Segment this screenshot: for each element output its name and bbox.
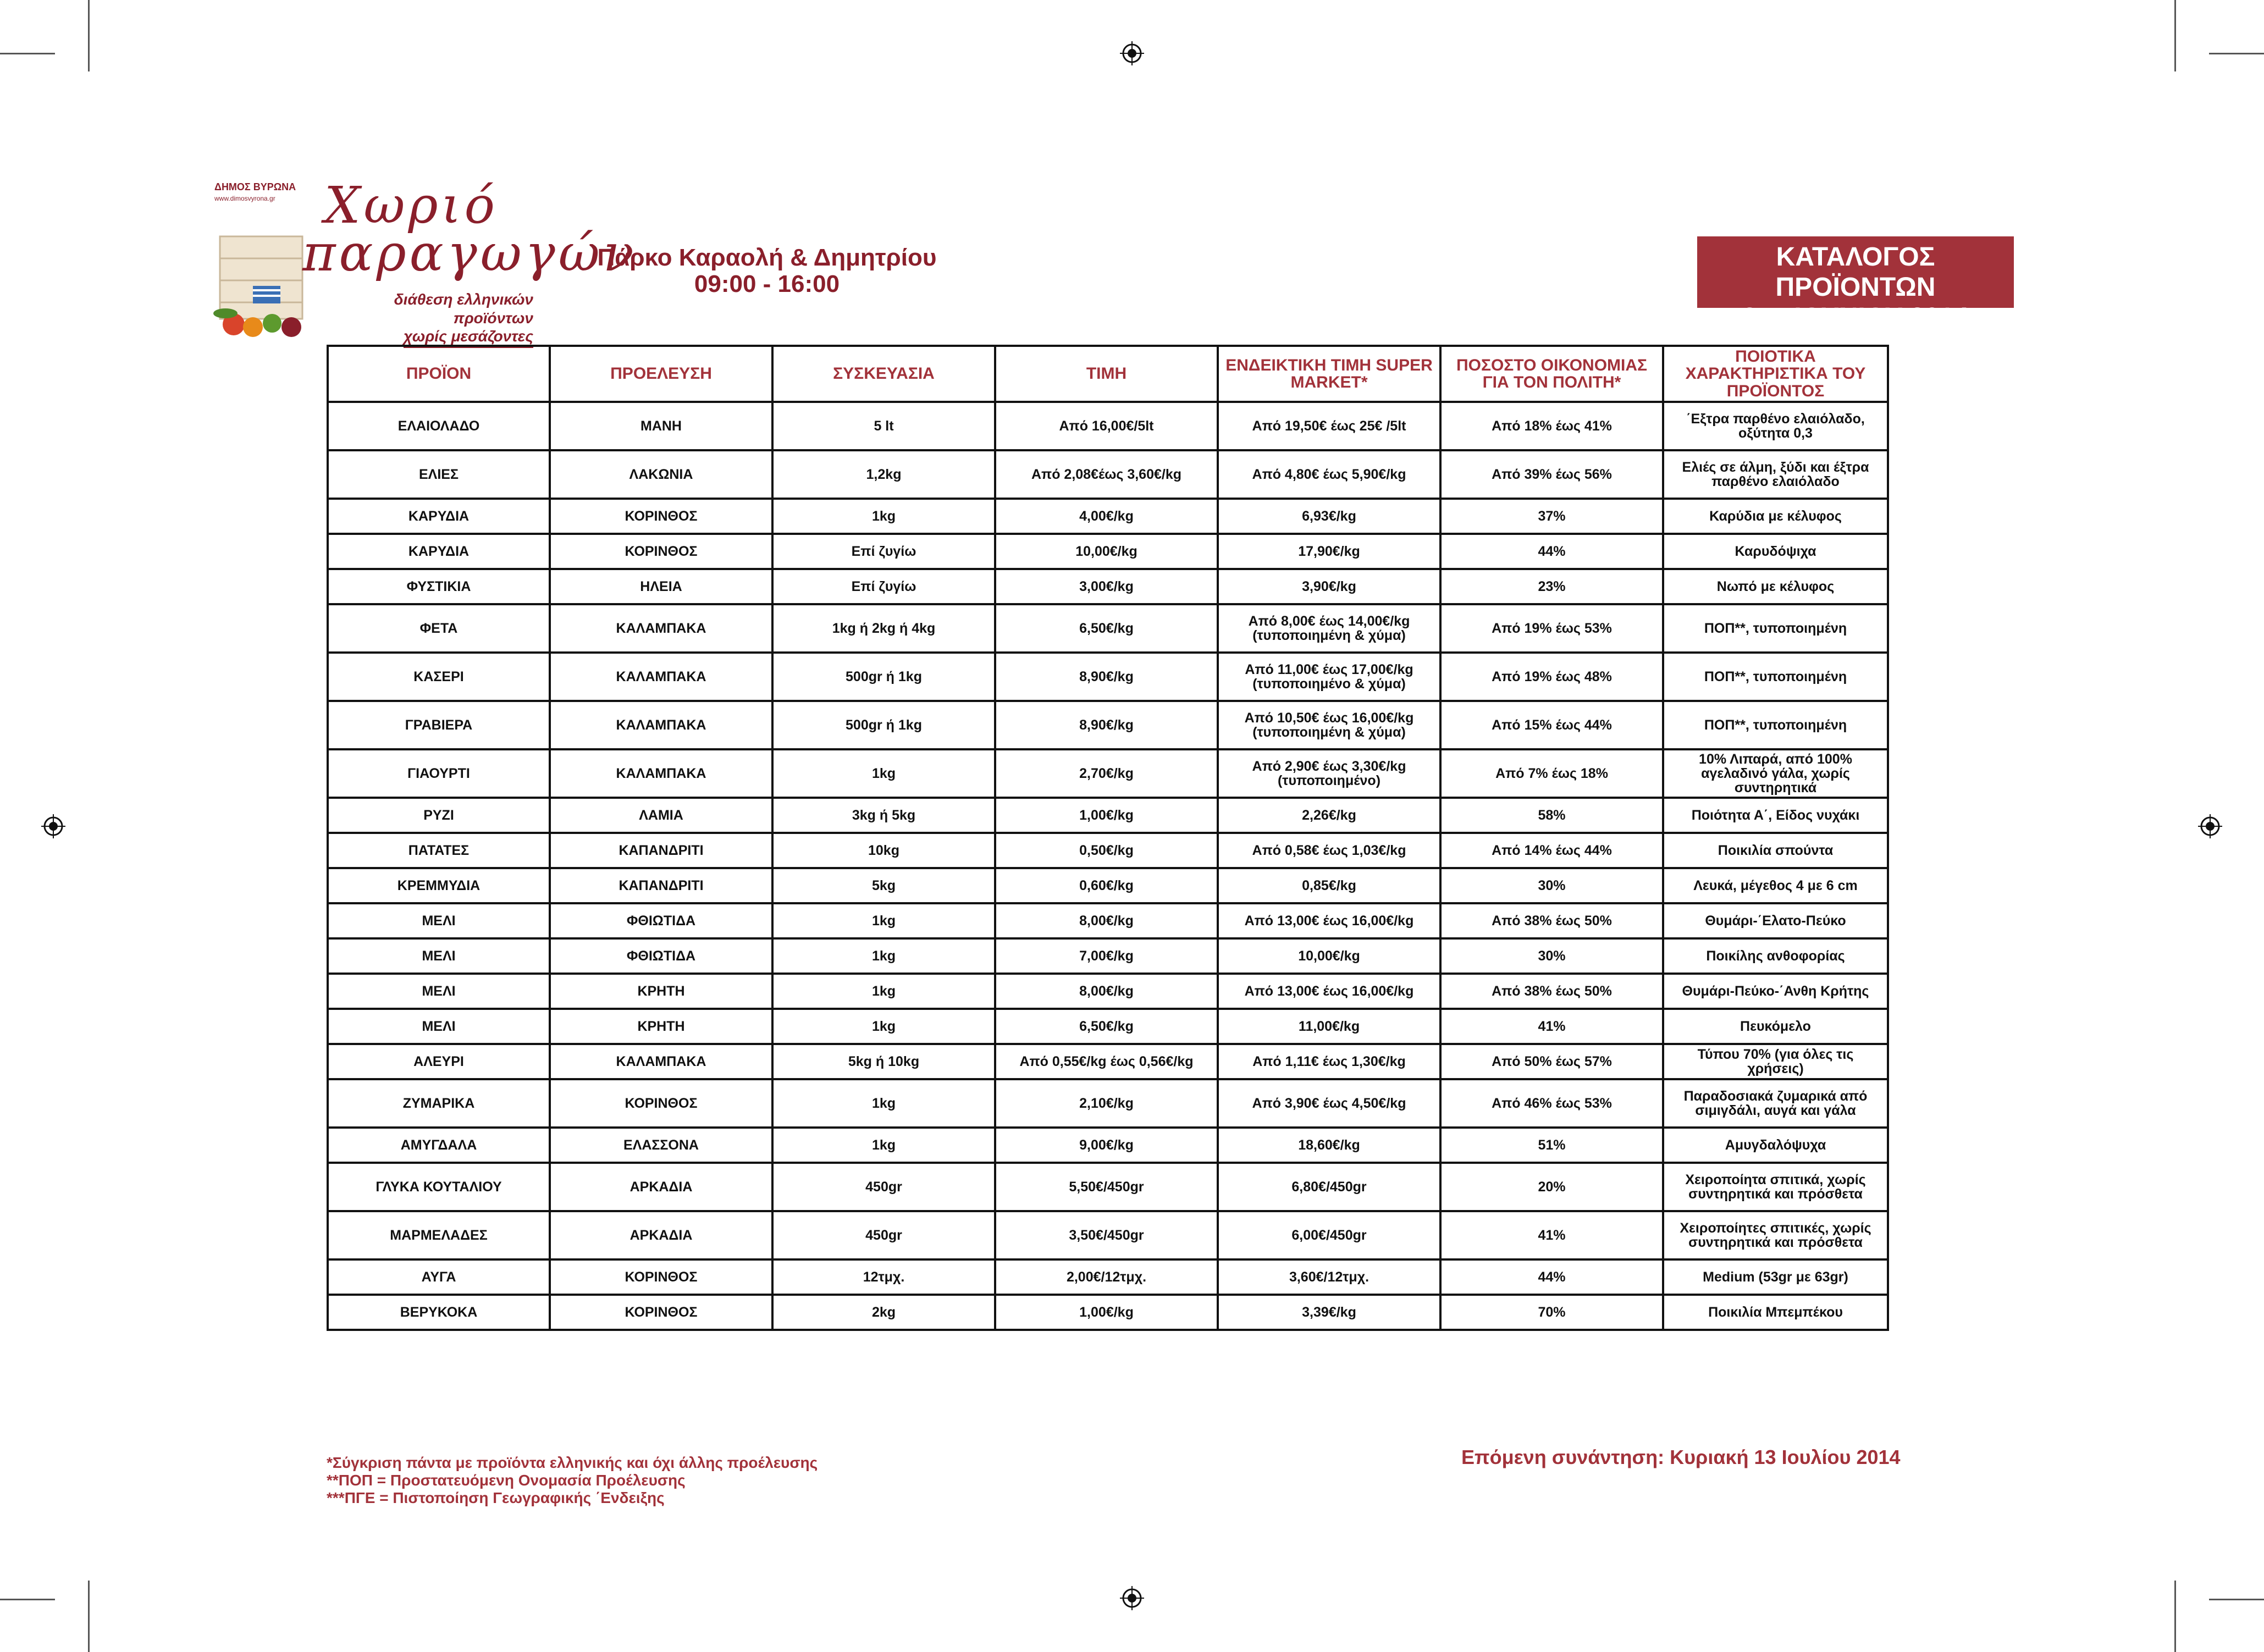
- table-row: [328, 749, 1888, 798]
- footnote-2: **ΠΟΠ = Προστατευόμενη Ονομασία Προέλευσης: [327, 1472, 686, 1489]
- cell-supermarket-price: Από 8,00€ έως 14,00€/kg (τυποποιημένη & χύμα): [1218, 604, 1440, 653]
- cell-supermarket-price: Από 3,90€ έως 4,50€/kg: [1218, 1079, 1440, 1128]
- cell-origin: ΑΡΚΑΔΙΑ: [550, 1211, 772, 1259]
- venue-location: Πάρκο Καραολή & Δημητρίου: [597, 244, 937, 271]
- cell-packaging: 1kg ή 2kg ή 4kg: [772, 604, 995, 653]
- cell-product: ΓΛΥΚΑ ΚΟΥΤΑΛΙΟΥ: [328, 1163, 550, 1211]
- cell-supermarket-price: 6,00€/450gr: [1218, 1211, 1440, 1259]
- cell-supermarket-price: Από 13,00€ έως 16,00€/kg: [1218, 903, 1440, 938]
- cell-savings: Από 38% έως 50%: [1440, 903, 1663, 938]
- crop-mark: [2209, 53, 2264, 54]
- cell-packaging: 5kg: [772, 868, 995, 903]
- catalog-title-box: [1697, 236, 2014, 333]
- cell-packaging: 450gr: [772, 1163, 995, 1211]
- cell-quality: Καρύδια με κέλυφος: [1663, 499, 1888, 534]
- cell-quality: Νωπό με κέλυφος: [1663, 569, 1888, 604]
- cell-quality: Ποικιλία Μπεμπέκου: [1663, 1295, 1888, 1330]
- header-price: ΤΙΜΗ: [995, 346, 1218, 402]
- table-row: [328, 1128, 1888, 1163]
- cell-origin: ΜΑΝΗ: [550, 402, 772, 450]
- cell-packaging: Επί ζυγίω: [772, 534, 995, 569]
- logo-website: www.dimosvyrona.gr: [214, 195, 275, 202]
- cell-product: ΕΛΑΙΟΛΑΔΟ: [328, 402, 550, 450]
- table-row: [328, 974, 1888, 1009]
- products-table: [327, 345, 1889, 1331]
- cell-price: 6,50€/kg: [995, 1009, 1218, 1044]
- cell-packaging: 500gr ή 1kg: [772, 653, 995, 701]
- cell-packaging: 3kg ή 5kg: [772, 798, 995, 833]
- table-row: [328, 1295, 1888, 1330]
- crop-mark: [2174, 1581, 2176, 1652]
- cell-quality: Χειροποίητες σπιτικές, χωρίς συντηρητικά και πρόσθετα: [1663, 1211, 1888, 1259]
- cell-savings: Από 39% έως 56%: [1440, 450, 1663, 499]
- cell-savings: Από 19% έως 53%: [1440, 604, 1663, 653]
- cell-packaging: 10kg: [772, 833, 995, 868]
- cell-product: ΕΛΙΕΣ: [328, 450, 550, 499]
- cell-packaging: 1kg: [772, 749, 995, 798]
- cell-origin: ΚΑΛΑΜΠΑΚΑ: [550, 653, 772, 701]
- cell-savings: 51%: [1440, 1128, 1663, 1163]
- cell-supermarket-price: 0,85€/kg: [1218, 868, 1440, 903]
- header-packaging: ΣΥΣΚΕΥΑΣΙΑ: [772, 346, 995, 402]
- cell-packaging: 1,2kg: [772, 450, 995, 499]
- cell-supermarket-price: 11,00€/kg: [1218, 1009, 1440, 1044]
- cell-price: 9,00€/kg: [995, 1128, 1218, 1163]
- cell-origin: ΚΑΛΑΜΠΑΚΑ: [550, 1044, 772, 1079]
- cell-quality: Ποιότητα Α΄, Είδος νυχάκι: [1663, 798, 1888, 833]
- cell-price: 6,50€/kg: [995, 604, 1218, 653]
- cell-origin: ΚΑΛΑΜΠΑΚΑ: [550, 701, 772, 749]
- cell-origin: ΛΑΜΙΑ: [550, 798, 772, 833]
- logo-brand: ΔΗΜΟΣ ΒΥΡΩΝΑ: [214, 181, 296, 192]
- cell-price: 0,50€/kg: [995, 833, 1218, 868]
- cell-price: 0,60€/kg: [995, 868, 1218, 903]
- cell-origin: ΚΡΗΤΗ: [550, 1009, 772, 1044]
- cell-product: ΦΕΤΑ: [328, 604, 550, 653]
- cell-savings: Από 38% έως 50%: [1440, 974, 1663, 1009]
- cell-packaging: 1kg: [772, 938, 995, 974]
- cell-product: ΑΥΓΑ: [328, 1259, 550, 1295]
- crop-mark: [88, 1581, 90, 1652]
- cell-origin: ΕΛΑΣΣΟΝΑ: [550, 1128, 772, 1163]
- table-header-row: [328, 346, 1888, 402]
- table-row: [328, 653, 1888, 701]
- venue-info: [591, 245, 943, 298]
- footnote-1: *Σύγκριση πάντα με προϊόντα ελληνικής και όχι άλλης προέλευσης: [327, 1454, 818, 1471]
- cell-origin: ΛΑΚΩΝΙΑ: [550, 450, 772, 499]
- cell-savings: 44%: [1440, 1259, 1663, 1295]
- cell-origin: ΚΟΡΙΝΘΟΣ: [550, 1259, 772, 1295]
- cell-supermarket-price: 10,00€/kg: [1218, 938, 1440, 974]
- cell-packaging: Επί ζυγίω: [772, 569, 995, 604]
- cell-origin: ΚΟΡΙΝΘΟΣ: [550, 499, 772, 534]
- cell-packaging: 1kg: [772, 903, 995, 938]
- table-row: [328, 938, 1888, 974]
- cell-origin: ΦΘΙΩΤΙΔΑ: [550, 903, 772, 938]
- cell-product: ΜΕΛΙ: [328, 903, 550, 938]
- cell-supermarket-price: Από 0,58€ έως 1,03€/kg: [1218, 833, 1440, 868]
- cell-quality: Πευκόμελο: [1663, 1009, 1888, 1044]
- crop-mark: [2174, 0, 2176, 71]
- cell-quality: ΄Εξτρα παρθένο ελαιόλαδο, οξύτητα 0,3: [1663, 402, 1888, 450]
- cell-quality: Θυμάρι-Πεύκο-΄Ανθη Κρήτης: [1663, 974, 1888, 1009]
- table-row: [328, 450, 1888, 499]
- cell-price: 10,00€/kg: [995, 534, 1218, 569]
- table-row: [328, 833, 1888, 868]
- cell-supermarket-price: Από 19,50€ έως 25€ /5lt: [1218, 402, 1440, 450]
- cell-price: 8,90€/kg: [995, 701, 1218, 749]
- cell-price: 1,00€/kg: [995, 798, 1218, 833]
- cell-origin: ΗΛΕΙΑ: [550, 569, 772, 604]
- cell-origin: ΑΡΚΑΔΙΑ: [550, 1163, 772, 1211]
- cell-price: Από 2,08€έως 3,60€/kg: [995, 450, 1218, 499]
- cell-supermarket-price: 3,90€/kg: [1218, 569, 1440, 604]
- logo-subtitle-line1: διάθεση ελληνικών προϊόντων: [394, 291, 533, 327]
- cell-product: ΜΕΛΙ: [328, 974, 550, 1009]
- header-supermarket-price: ΕΝΔΕΙΚΤΙΚΗ ΤΙΜΗ SUPER MARKET*: [1218, 346, 1440, 402]
- cell-packaging: 450gr: [772, 1211, 995, 1259]
- cell-packaging: 12τμχ.: [772, 1259, 995, 1295]
- cell-product: ΚΑΣΕΡΙ: [328, 653, 550, 701]
- cell-price: 8,90€/kg: [995, 653, 1218, 701]
- cell-product: ΠΑΤΑΤΕΣ: [328, 833, 550, 868]
- cell-savings: Από 7% έως 18%: [1440, 749, 1663, 798]
- cell-savings: Από 19% έως 48%: [1440, 653, 1663, 701]
- registration-mark-icon: [41, 814, 65, 838]
- cell-origin: ΚΟΡΙΝΘΟΣ: [550, 534, 772, 569]
- cell-packaging: 1kg: [772, 499, 995, 534]
- cell-origin: ΚΑΠΑΝΔΡΙΤΙ: [550, 868, 772, 903]
- cell-product: ΡΥΖΙ: [328, 798, 550, 833]
- registration-mark-icon: [1120, 1586, 1144, 1610]
- cell-price: Από 16,00€/5lt: [995, 402, 1218, 450]
- cell-savings: 23%: [1440, 569, 1663, 604]
- table-row: [328, 1009, 1888, 1044]
- cell-supermarket-price: Από 2,90€ έως 3,30€/kg (τυποποιημένο): [1218, 749, 1440, 798]
- cell-packaging: 1kg: [772, 1128, 995, 1163]
- cell-product: ΜΕΛΙ: [328, 1009, 550, 1044]
- logo: [209, 176, 637, 346]
- cell-packaging: 1kg: [772, 974, 995, 1009]
- cell-origin: ΚΑΛΑΜΠΑΚΑ: [550, 749, 772, 798]
- catalog-date: 8ης ΙΟΥΝΙΟΥ 2014: [1742, 303, 1969, 333]
- cell-price: 8,00€/kg: [995, 903, 1218, 938]
- logo-subtitle: [335, 290, 533, 348]
- cell-savings: 41%: [1440, 1211, 1663, 1259]
- cell-packaging: 500gr ή 1kg: [772, 701, 995, 749]
- cell-supermarket-price: Από 1,11€ έως 1,30€/kg: [1218, 1044, 1440, 1079]
- cell-origin: ΚΟΡΙΝΘΟΣ: [550, 1295, 772, 1330]
- cell-quality: Ποικίλης ανθοφορίας: [1663, 938, 1888, 974]
- cell-product: ΒΕΡΥΚΟΚΑ: [328, 1295, 550, 1330]
- cell-quality: Παραδοσιακά ζυμαρικά από σιμιγδάλι, αυγά και γάλα: [1663, 1079, 1888, 1128]
- cell-product: ΓΙΑΟΥΡΤΙ: [328, 749, 550, 798]
- registration-mark-icon: [1120, 41, 1144, 65]
- cell-product: ΦΥΣΤΙΚΙΑ: [328, 569, 550, 604]
- table-row: [328, 1044, 1888, 1079]
- cell-savings: Από 46% έως 53%: [1440, 1079, 1663, 1128]
- cell-origin: ΚΑΠΑΝΔΡΙΤΙ: [550, 833, 772, 868]
- table-row: [328, 534, 1888, 569]
- cell-savings: 37%: [1440, 499, 1663, 534]
- header-product: ΠΡΟΪΟΝ: [328, 346, 550, 402]
- cell-packaging: 1kg: [772, 1009, 995, 1044]
- cell-quality: ΠΟΠ**, τυποποιημένη: [1663, 701, 1888, 749]
- crop-mark: [0, 1599, 55, 1600]
- cell-quality: Χειροποίητα σπιτικά, χωρίς συντηρητικά και πρόσθετα: [1663, 1163, 1888, 1211]
- cell-savings: 20%: [1440, 1163, 1663, 1211]
- cell-origin: ΚΡΗΤΗ: [550, 974, 772, 1009]
- cell-quality: Καρυδόψιχα: [1663, 534, 1888, 569]
- cell-price: 5,50€/450gr: [995, 1163, 1218, 1211]
- crop-mark: [2209, 1599, 2264, 1600]
- cell-supermarket-price: 18,60€/kg: [1218, 1128, 1440, 1163]
- cell-savings: 70%: [1440, 1295, 1663, 1330]
- cell-supermarket-price: 3,60€/12τμχ.: [1218, 1259, 1440, 1295]
- table-row: [328, 402, 1888, 450]
- table-row: [328, 1163, 1888, 1211]
- cell-origin: ΚΑΛΑΜΠΑΚΑ: [550, 604, 772, 653]
- cell-price: 7,00€/kg: [995, 938, 1218, 974]
- cell-packaging: 5kg ή 10kg: [772, 1044, 995, 1079]
- cell-savings: 58%: [1440, 798, 1663, 833]
- cell-quality: Θυμάρι-΄Ελατο-Πεύκο: [1663, 903, 1888, 938]
- cell-supermarket-price: 6,80€/450gr: [1218, 1163, 1440, 1211]
- cell-price: 2,70€/kg: [995, 749, 1218, 798]
- cell-supermarket-price: Από 4,80€ έως 5,90€/kg: [1218, 450, 1440, 499]
- header-savings: ΠΟΣΟΣΤΟ ΟΙΚΟΝΟΜΙΑΣ ΓΙΑ ΤΟΝ ΠΟΛΙΤΗ*: [1440, 346, 1663, 402]
- cell-price: 8,00€/kg: [995, 974, 1218, 1009]
- cell-savings: Από 14% έως 44%: [1440, 833, 1663, 868]
- venue-hours: 09:00 - 16:00: [694, 270, 840, 298]
- logo-title-line2: παραγωγών: [302, 224, 637, 283]
- cell-product: ΜΕΛΙ: [328, 938, 550, 974]
- table-row: [328, 499, 1888, 534]
- logo-title-line1: Χωριό: [324, 176, 499, 235]
- cell-savings: 41%: [1440, 1009, 1663, 1044]
- footnote-3: ***ΠΓΕ = Πιστοποίηση Γεωγραφικής ΄Ενδειξης: [327, 1489, 665, 1507]
- cell-quality: Ελιές σε άλμη, ξύδι και έξτρα παρθένο ελαιόλαδο: [1663, 450, 1888, 499]
- cell-supermarket-price: Από 13,00€ έως 16,00€/kg: [1218, 974, 1440, 1009]
- cell-product: ΜΑΡΜΕΛΑΔΕΣ: [328, 1211, 550, 1259]
- cell-origin: ΦΘΙΩΤΙΔΑ: [550, 938, 772, 974]
- cell-quality: Λευκά, μέγεθος 4 με 6 cm: [1663, 868, 1888, 903]
- cell-savings: Από 15% έως 44%: [1440, 701, 1663, 749]
- cell-price: 3,50€/450gr: [995, 1211, 1218, 1259]
- table-row: [328, 1259, 1888, 1295]
- table-row: [328, 798, 1888, 833]
- cell-quality: Ποικιλία σπούντα: [1663, 833, 1888, 868]
- cell-origin: ΚΟΡΙΝΘΟΣ: [550, 1079, 772, 1128]
- header-quality: ΠΟΙΟΤΙΚΑ ΧΑΡΑΚΤΗΡΙΣΤΙΚΑ ΤΟΥ ΠΡΟΪΟΝΤΟΣ: [1663, 346, 1888, 402]
- cell-packaging: 5 lt: [772, 402, 995, 450]
- cell-quality: Αμυγδαλόψυχα: [1663, 1128, 1888, 1163]
- next-meeting: Επόμενη συνάντηση: Κυριακή 13 Ιουλίου 2014: [1461, 1446, 1901, 1468]
- cell-savings: 30%: [1440, 938, 1663, 974]
- table-row: [328, 1211, 1888, 1259]
- cell-quality: 10% Λιπαρά, από 100% αγελαδινό γάλα, χωρίς συντηρητικά: [1663, 749, 1888, 798]
- cell-price: 3,00€/kg: [995, 569, 1218, 604]
- table-row: [328, 1079, 1888, 1128]
- table-row: [328, 868, 1888, 903]
- table-row: [328, 569, 1888, 604]
- table-row: [328, 903, 1888, 938]
- cell-supermarket-price: 6,93€/kg: [1218, 499, 1440, 534]
- cell-price: 2,10€/kg: [995, 1079, 1218, 1128]
- cell-product: ΑΜΥΓΔΑΛΑ: [328, 1128, 550, 1163]
- cell-product: ΚΑΡΥΔΙΑ: [328, 534, 550, 569]
- catalog-title: ΚΑΤΑΛΟΓΟΣ ΠΡΟΪΟΝΤΩΝ: [1775, 242, 1936, 302]
- cell-product: ΚΑΡΥΔΙΑ: [328, 499, 550, 534]
- cell-product: ΑΛΕΥΡΙ: [328, 1044, 550, 1079]
- cell-price: 2,00€/12τμχ.: [995, 1259, 1218, 1295]
- cell-supermarket-price: 3,39€/kg: [1218, 1295, 1440, 1330]
- logo-subtitle-line2: χωρίς μεσάζοντες: [404, 327, 533, 348]
- cell-quality: ΠΟΠ**, τυποποιημένη: [1663, 604, 1888, 653]
- cell-product: ΓΡΑΒΙΕΡΑ: [328, 701, 550, 749]
- cell-packaging: 2kg: [772, 1295, 995, 1330]
- cell-savings: Από 50% έως 57%: [1440, 1044, 1663, 1079]
- crop-mark: [0, 53, 55, 54]
- table-row: [328, 604, 1888, 653]
- footnotes: [327, 1454, 818, 1507]
- cell-savings: 44%: [1440, 534, 1663, 569]
- logo-title: [302, 176, 637, 283]
- registration-mark-icon: [2198, 814, 2222, 838]
- cell-price: Από 0,55€/kg έως 0,56€/kg: [995, 1044, 1218, 1079]
- cell-savings: Από 18% έως 41%: [1440, 402, 1663, 450]
- cell-price: 4,00€/kg: [995, 499, 1218, 534]
- cell-supermarket-price: 2,26€/kg: [1218, 798, 1440, 833]
- cell-quality: Τύπου 70% (για όλες τις χρήσεις): [1663, 1044, 1888, 1079]
- cell-quality: Medium (53gr με 63gr): [1663, 1259, 1888, 1295]
- cell-supermarket-price: Από 11,00€ έως 17,00€/kg (τυποποιημένο & χύμα): [1218, 653, 1440, 701]
- cell-packaging: 1kg: [772, 1079, 995, 1128]
- cell-product: ΚΡΕΜΜΥΔΙΑ: [328, 868, 550, 903]
- cell-supermarket-price: 17,90€/kg: [1218, 534, 1440, 569]
- cell-quality: ΠΟΠ**, τυποποιημένη: [1663, 653, 1888, 701]
- table-row: [328, 701, 1888, 749]
- crop-mark: [88, 0, 90, 71]
- cell-price: 1,00€/kg: [995, 1295, 1218, 1330]
- cell-product: ΖΥΜΑΡΙΚΑ: [328, 1079, 550, 1128]
- header-origin: ΠΡΟΕΛΕΥΣΗ: [550, 346, 772, 402]
- cell-supermarket-price: Από 10,50€ έως 16,00€/kg (τυποποιημένη & χύμα): [1218, 701, 1440, 749]
- cell-savings: 30%: [1440, 868, 1663, 903]
